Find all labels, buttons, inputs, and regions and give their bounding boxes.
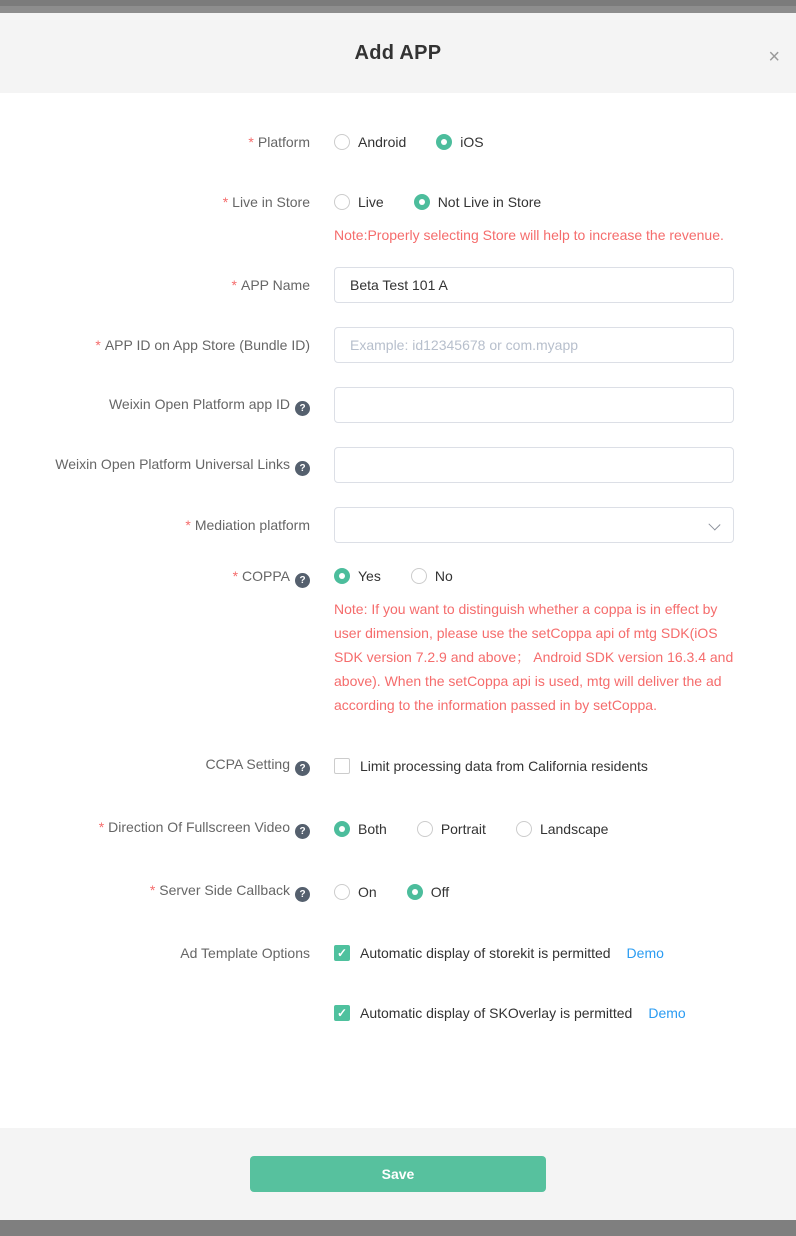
app-id-label: * APP ID on App Store (Bundle ID) [95,337,310,353]
row-app-name [0,267,796,303]
row-ccpa [0,755,796,776]
platform-options [334,133,484,151]
radio-off[interactable]: Off [407,884,449,900]
modal-header [0,13,796,93]
app-name-input[interactable] [334,267,734,303]
radio-landscape[interactable]: Landscape [516,821,609,837]
checkbox-checked-icon[interactable] [334,1005,350,1021]
radio-both[interactable]: Both [334,821,387,837]
radio-live[interactable]: Live [334,194,384,210]
required-asterisk: * [95,337,101,353]
row-direction [0,818,796,839]
form-body [0,93,796,1128]
weixin-app-id-label: Weixin Open Platform app ID ? [0,395,310,416]
direction-label: * Direction Of Fullscreen Video ? [0,818,310,839]
checkbox-checked-icon[interactable] [334,945,350,961]
required-asterisk: * [149,882,156,898]
row-weixin-app-id [0,387,796,423]
live-in-store-note: Note:Properly selecting Store will help to increase the revenue. [334,227,724,243]
ccpa-label: CCPA Setting ? [0,755,310,776]
coppa-label: * COPPA ? [0,567,310,588]
radio-icon[interactable] [334,134,350,150]
radio-portrait[interactable]: Portrait [417,821,486,837]
radio-checked-icon[interactable] [334,568,350,584]
skoverlay-checkbox-row[interactable] [334,1004,686,1022]
skoverlay-checkbox-label: Automatic display of SKOverlay is permitted [360,1005,633,1021]
row-weixin-universal-links [0,447,796,483]
help-icon[interactable]: ? [295,401,310,416]
modal-footer [0,1128,796,1220]
coppa-options [334,567,736,717]
radio-on[interactable]: On [334,884,377,900]
radio-checked-icon[interactable] [407,884,423,900]
save-button[interactable]: Save [250,1156,546,1192]
required-asterisk: * [222,194,229,210]
mediation-platform-select[interactable] [334,507,734,543]
window-top-bar [0,0,796,13]
mediation-platform-label: * Mediation platform [185,517,310,533]
radio-checked-icon[interactable] [436,134,452,150]
radio-coppa-no[interactable]: No [411,568,453,584]
row-platform [0,133,796,151]
window-bottom-bar [0,1220,796,1236]
skoverlay-demo-link[interactable]: Demo [648,1005,686,1021]
radio-icon[interactable] [334,194,350,210]
ccpa-checkbox-label: Limit processing data from California residents [360,757,648,774]
close-icon[interactable]: × [768,46,780,68]
weixin-universal-links-label: Weixin Open Platform Universal Links ? [0,455,310,476]
help-icon[interactable]: ? [295,761,310,776]
help-icon[interactable]: ? [295,824,310,839]
row-ad-template-2 [0,1004,796,1022]
row-app-id [0,327,796,363]
radio-checked-icon[interactable] [414,194,430,210]
row-ad-template-1 [0,944,796,962]
help-icon[interactable]: ? [295,887,310,902]
required-asterisk: * [232,568,239,584]
app-id-input[interactable] [334,327,734,363]
radio-icon[interactable] [334,884,350,900]
row-server-callback [0,881,796,902]
radio-coppa-yes[interactable]: Yes [334,568,381,584]
help-icon[interactable]: ? [295,573,310,588]
required-asterisk: * [248,134,254,150]
ad-template-label: Ad Template Options [180,945,310,961]
radio-icon[interactable] [516,821,532,837]
radio-android[interactable]: Android [334,134,406,150]
platform-label: * Platform [248,134,310,150]
coppa-note: Note: If you want to distinguish whether a coppa is in effect by user dimension, please use the setCoppa api of mtg SDK(iOS SDK version 7.2.9 and above； Android SDK version 16.3.4 and above). When the setCoppa api is used, mtg will deliver the ad according to the information passed in by setCoppa. [334,601,734,713]
row-mediation-platform [0,507,796,543]
weixin-universal-links-input[interactable] [334,447,734,483]
page-title: Add APP [354,41,442,64]
storekit-checkbox-label: Automatic display of storekit is permitted [360,945,611,961]
direction-options [334,820,608,838]
help-icon[interactable]: ? [295,461,310,476]
radio-ios[interactable]: iOS [436,134,483,150]
chevron-down-icon [708,518,720,530]
row-coppa [0,567,796,717]
required-asterisk: * [98,819,105,835]
row-live-in-store [0,193,796,247]
server-callback-label: * Server Side Callback ? [0,881,310,902]
ccpa-checkbox-row[interactable] [334,757,648,775]
radio-not-live[interactable]: Not Live in Store [414,194,542,210]
radio-icon[interactable] [417,821,433,837]
live-in-store-label: * Live in Store [222,194,310,210]
app-name-label: * APP Name [231,277,310,293]
storekit-checkbox-row[interactable] [334,944,664,962]
required-asterisk: * [231,277,237,293]
required-asterisk: * [185,517,191,533]
radio-icon[interactable] [411,568,427,584]
storekit-demo-link[interactable]: Demo [626,945,664,961]
checkbox-unchecked-icon[interactable] [334,758,350,774]
live-in-store-options [334,193,736,247]
weixin-app-id-input[interactable] [334,387,734,423]
radio-checked-icon[interactable] [334,821,350,837]
server-callback-options [334,883,449,901]
